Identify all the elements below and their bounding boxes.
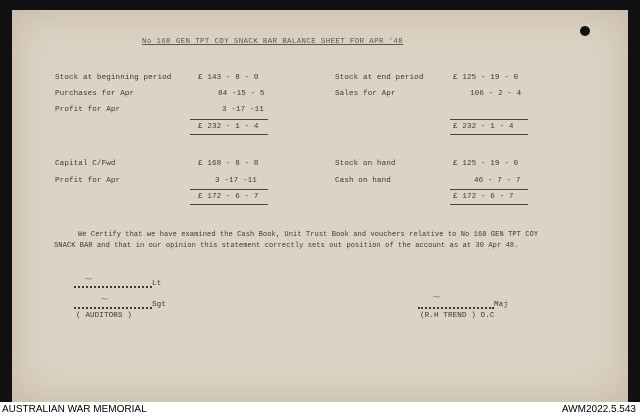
profit-label-1: Profit for Apr bbox=[55, 106, 121, 114]
right-total-underline-1 bbox=[450, 134, 528, 135]
left-total-underline-2 bbox=[190, 204, 268, 205]
right-total-2: £ 172 - 6 - 7 bbox=[453, 193, 514, 201]
oc-caption: (R.H TREND ) O.C bbox=[420, 312, 495, 320]
right-total-rule-1 bbox=[450, 119, 528, 120]
auditors-caption: ( AUDITORS ) bbox=[76, 312, 132, 320]
signature-oc-rank: Maj bbox=[494, 301, 508, 309]
signature-line-1 bbox=[74, 286, 152, 288]
footer-institution: AUSTRALIAN WAR MEMORIAL bbox=[2, 404, 147, 415]
purchases-label: Purchases for Apr bbox=[55, 90, 135, 98]
signature-2: ~ bbox=[100, 292, 110, 305]
signature-1: ~ bbox=[84, 272, 94, 285]
signature-line-oc bbox=[418, 307, 494, 309]
right-total-rule-2 bbox=[450, 189, 528, 190]
capital-label: Capital C/Fwd bbox=[55, 160, 116, 168]
left-total-underline-1 bbox=[190, 134, 268, 135]
left-total-2: £ 172 - 6 - 7 bbox=[198, 193, 259, 201]
cash-on-hand-label: Cash on hand bbox=[335, 177, 391, 185]
profit-value-2: 3 -17 -11 bbox=[215, 177, 257, 185]
sales-label: Sales for Apr bbox=[335, 90, 396, 98]
signature-2-rank: Sgt bbox=[152, 301, 166, 309]
capital-value: £ 168 - 8 - 8 bbox=[198, 160, 259, 168]
signature-line-2 bbox=[74, 307, 152, 309]
stock-end-label: Stock at end period bbox=[335, 74, 424, 82]
signature-oc: ~ bbox=[432, 290, 442, 303]
certify-line-1: We Certify that we have examined the Cash Book, Unit Trust Book and vouchers relative to No 168 GEN TPT COY bbox=[78, 231, 539, 239]
left-total-1: £ 232 - 1 - 4 bbox=[198, 123, 259, 131]
cash-on-hand-value: 46 - 7 - 7 bbox=[474, 177, 521, 185]
left-total-rule-2 bbox=[190, 189, 268, 190]
stock-end-value: £ 125 - 19 - 0 bbox=[453, 74, 519, 82]
signature-1-rank: Lt bbox=[152, 280, 162, 288]
punch-hole bbox=[580, 26, 590, 36]
footer-accession-number: AWM2022.5.543 bbox=[561, 404, 636, 415]
profit-label-2: Profit for Apr bbox=[55, 177, 121, 185]
stock-on-hand-value: £ 125 - 19 - 0 bbox=[453, 160, 519, 168]
stock-on-hand-label: Stock on hand bbox=[335, 160, 396, 168]
certify-line-2: SNACK BAR and that in our opinion this statement correctly sets out position of the account as at 30 Apr 48. bbox=[54, 242, 519, 250]
left-total-rule-1 bbox=[190, 119, 268, 120]
right-total-underline-2 bbox=[450, 204, 528, 205]
profit-value-1: 3 -17 -11 bbox=[222, 106, 264, 114]
document-paper bbox=[12, 10, 628, 402]
stock-beginning-label: Stock at beginning period bbox=[55, 74, 172, 82]
document-title: No 168 GEN TPT COY SNACK BAR BALANCE SHEET FOR APR '48 bbox=[142, 38, 404, 46]
sales-value: 106 - 2 - 4 bbox=[470, 90, 522, 98]
right-total-1: £ 232 - 1 - 4 bbox=[453, 123, 514, 131]
purchases-value: 84 -15 - 5 bbox=[218, 90, 265, 98]
stock-beginning-value: £ 143 - 8 - 0 bbox=[198, 74, 259, 82]
